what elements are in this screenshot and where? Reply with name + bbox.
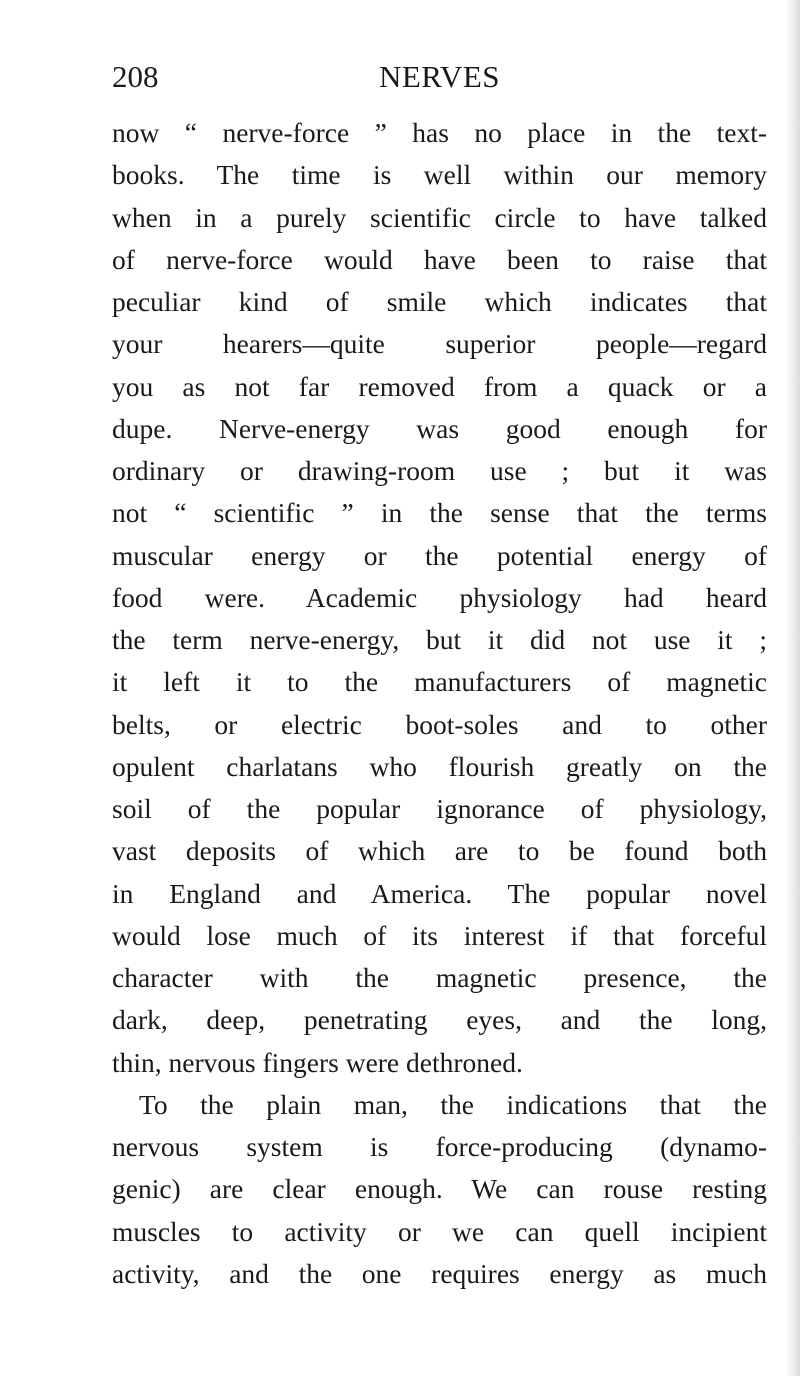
running-title: NERVES [378, 59, 501, 94]
body-text [112, 112, 767, 1295]
text-line: books. The time is well within our memory [112, 159, 767, 191]
text-line: in England and America. The popular novel [112, 877, 767, 909]
text-line: vast deposits of which are to be found both [112, 835, 767, 867]
paragraph-start-line: To the plain man, the indications that the [139, 1088, 767, 1120]
text-line: would lose much of its interest if that forceful [112, 919, 767, 951]
text-line: peculiar kind of smile which indicates that [112, 286, 767, 317]
text-line: the term nerve-energy, but it did not use it ; [112, 624, 767, 655]
page-number: 208 [112, 59, 159, 94]
text-line: muscular energy or the potential energy of [112, 539, 767, 571]
text-line: dark, deep, penetrating eyes, and the long, [112, 1004, 767, 1036]
text-line: when in a purely scientific circle to have talked [112, 201, 767, 233]
text-line: you as not far removed from a quack or a [112, 370, 767, 402]
text-line: soil of the popular ignorance of physiology, [112, 793, 767, 824]
text-line: character with the magnetic presence, the [112, 962, 767, 993]
text-line: food were. Academic physiology had heard [112, 581, 767, 613]
text-line: not “ scientific ” in the sense that the terms [112, 497, 767, 529]
running-head [112, 55, 767, 99]
text-line: your hearers—quite superior people—regard [112, 328, 767, 360]
text-line: muscles to activity or we can quell incipient [112, 1215, 767, 1247]
paragraph-end-line: thin, nervous fingers were dethroned. [112, 1046, 523, 1078]
text-line: of nerve-force would have been to raise that [112, 243, 767, 275]
text-line: nervous system is force-producing (dynamo- [112, 1131, 767, 1162]
text-line: ordinary or drawing-room use ; but it was [112, 455, 767, 486]
text-line: belts, or electric boot-soles and to other [112, 708, 767, 740]
text-line: dupe. Nerve-energy was good enough for [112, 412, 767, 444]
page-edge-shadow [786, 0, 800, 1376]
text-line: genic) are clear enough. We can rouse resting [112, 1173, 767, 1205]
text-line: now “ nerve-force ” has no place in the text- [112, 117, 767, 148]
text-line: opulent charlatans who flourish greatly on the [112, 750, 767, 782]
text-line: it left it to the manufacturers of magnetic [112, 666, 767, 698]
text-line: activity, and the one requires energy as much [112, 1257, 767, 1289]
